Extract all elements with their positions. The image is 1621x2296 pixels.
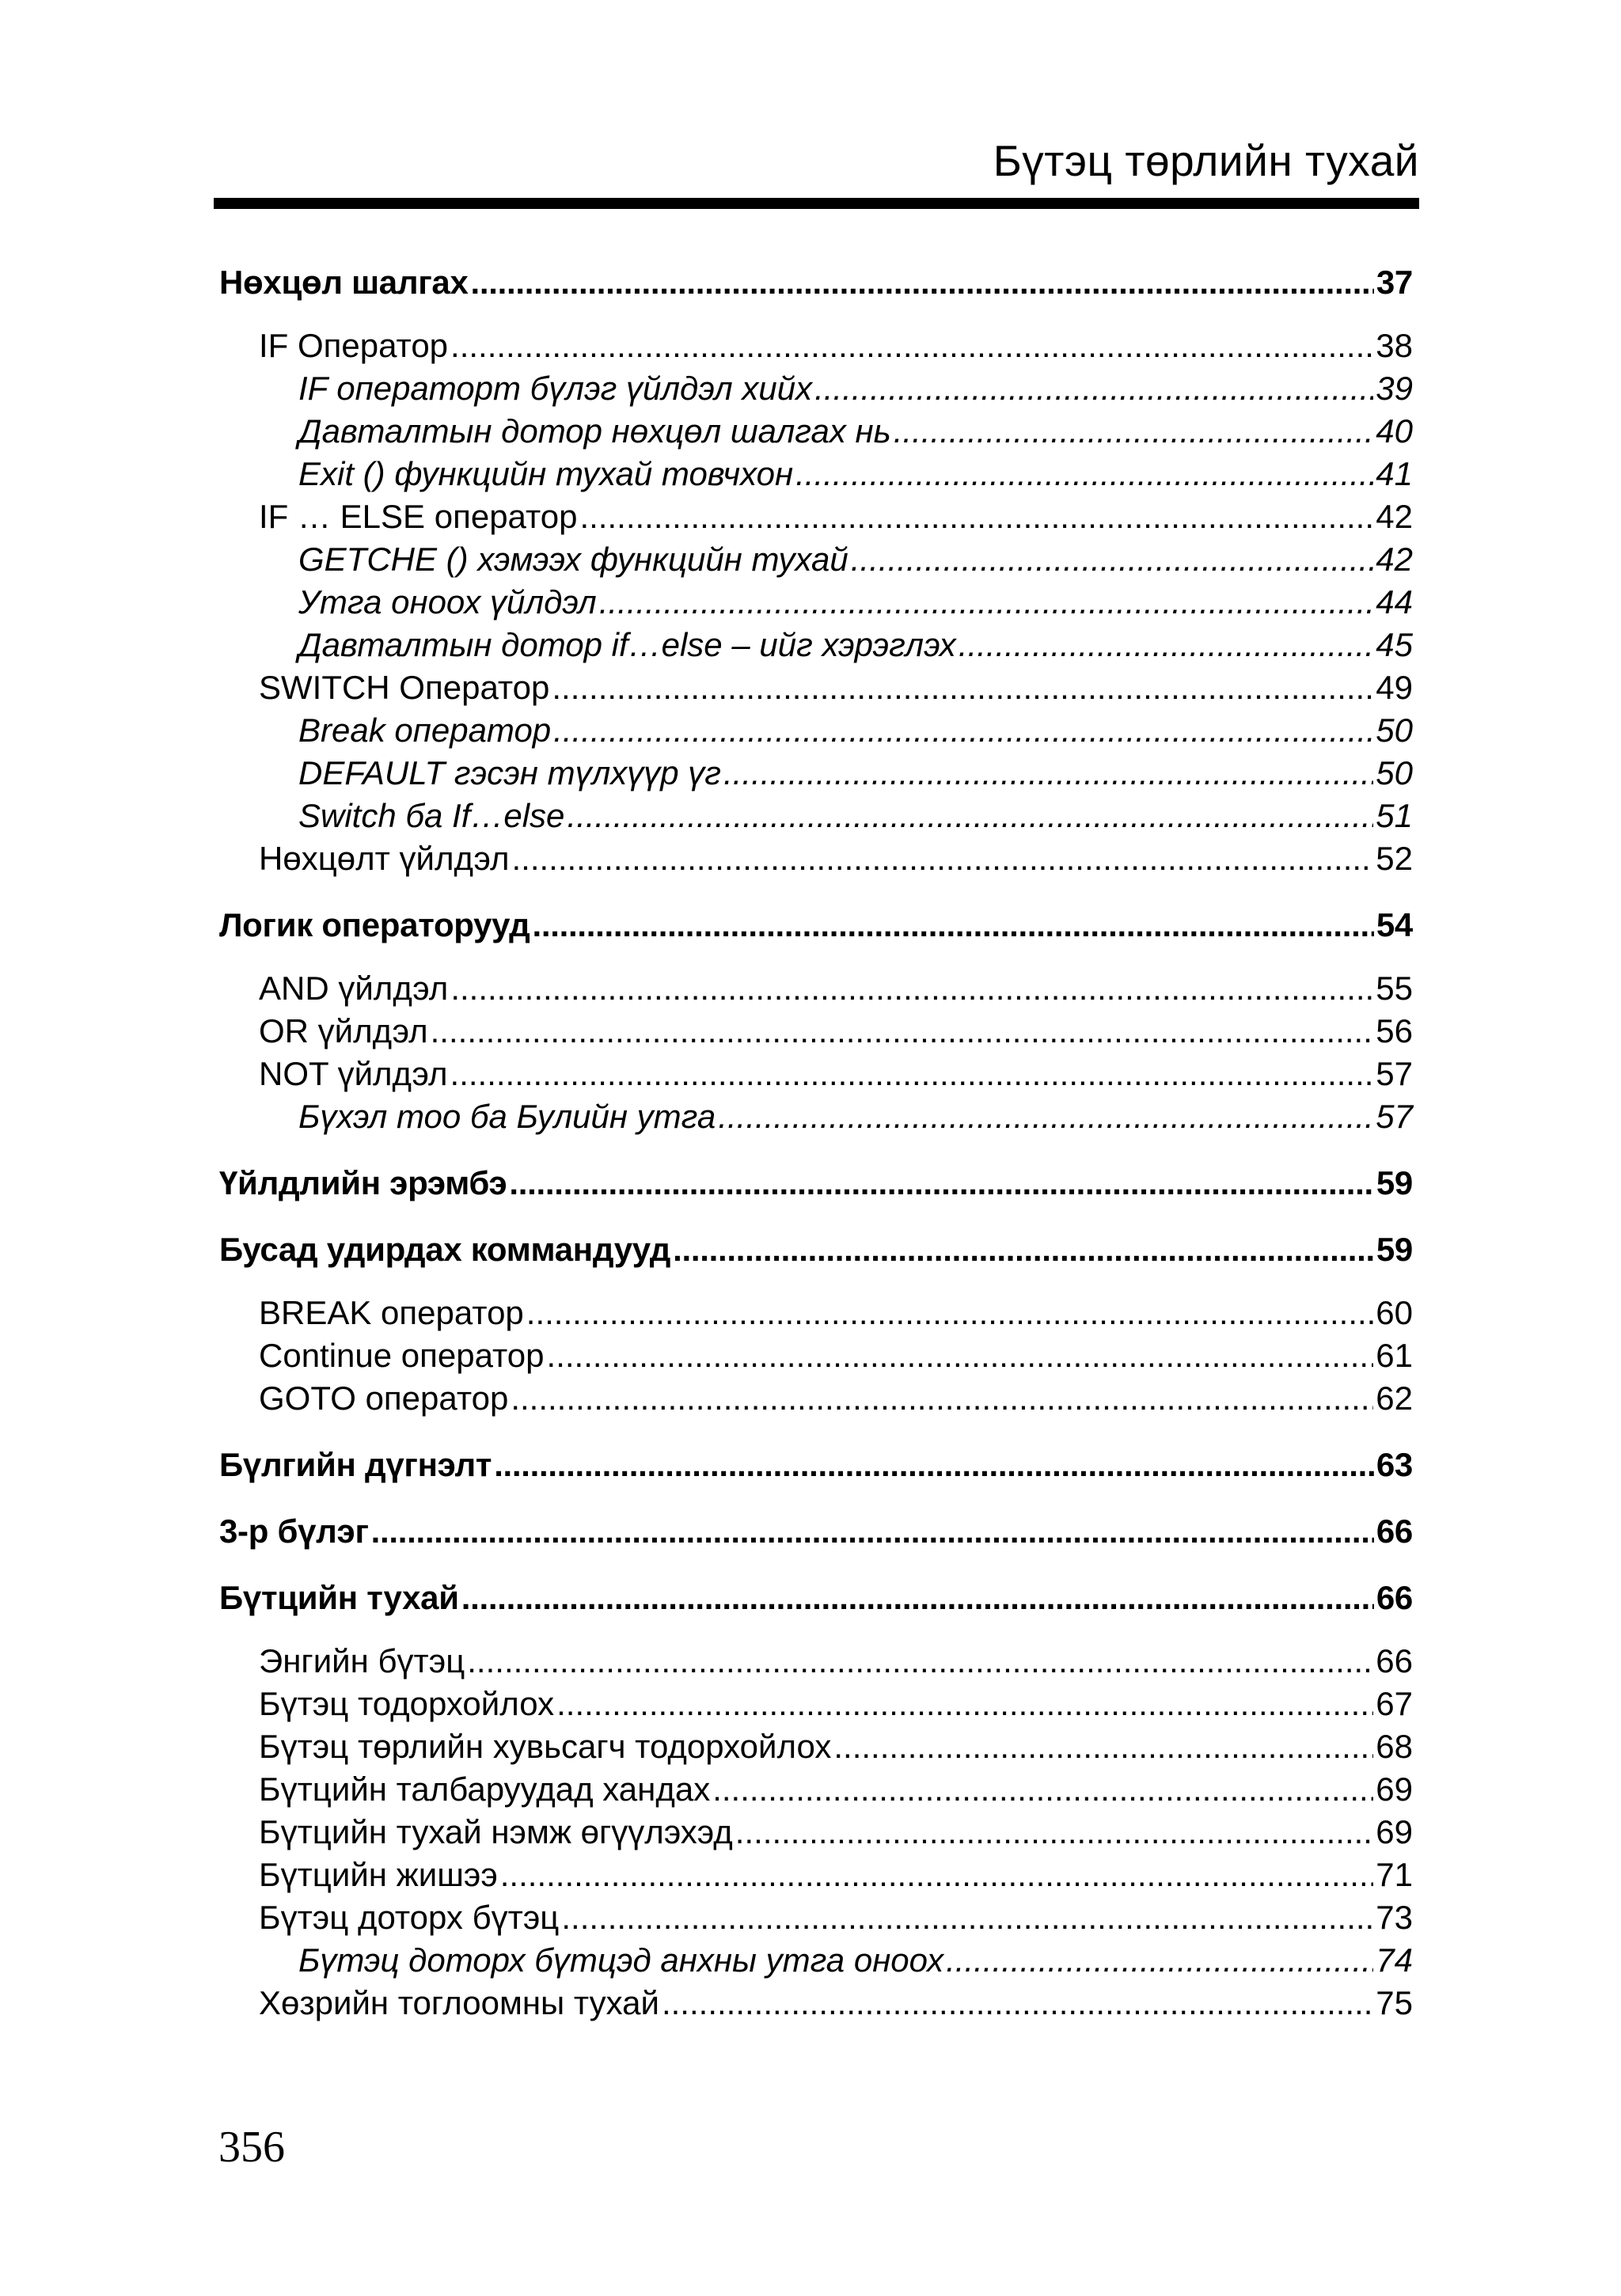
toc-subsubsection-entry[interactable] (219, 1939, 1413, 1982)
toc-section-entry[interactable] (219, 1510, 1413, 1553)
toc-subsection-entry[interactable] (219, 1640, 1413, 1683)
toc-entry-title: Логик операторууд (219, 906, 530, 943)
toc-section-entry[interactable] (219, 1162, 1413, 1205)
toc-entry-page: 75 (1376, 1984, 1413, 2021)
dot-leader (450, 967, 1373, 1010)
toc-entry-page: 52 (1376, 840, 1413, 877)
toc-entry-page: 49 (1376, 669, 1413, 706)
dot-leader (894, 410, 1374, 453)
dot-leader (556, 1683, 1373, 1725)
toc-entry-title: Бусад удирдах коммандууд (219, 1231, 671, 1268)
toc-entry-page: 50 (1376, 754, 1413, 791)
toc-subsection-entry[interactable] (219, 1053, 1413, 1095)
toc-entry-page: 69 (1376, 1770, 1413, 1808)
dot-leader (500, 1854, 1374, 1896)
dot-leader (461, 1577, 1374, 1619)
toc-entry-page: 39 (1376, 370, 1413, 407)
toc-subsection-entry[interactable] (219, 324, 1413, 367)
toc-entry-page: 40 (1376, 412, 1413, 450)
toc-entry-title: Утга оноох үйлдэл (298, 583, 597, 620)
toc-entry-title: Бүтцийн жишээ (259, 1856, 498, 1893)
toc-subsubsection-entry[interactable] (219, 752, 1413, 795)
dot-leader (959, 624, 1373, 666)
toc-entry-title: Бүтэц доторх бүтцэд анхны утга оноох (298, 1941, 944, 1979)
toc-entry-page: 62 (1376, 1379, 1413, 1417)
toc-entry-page: 37 (1376, 264, 1413, 301)
toc-entry-title: AND үйлдэл (259, 970, 449, 1007)
toc-subsection-entry[interactable] (219, 1010, 1413, 1053)
toc-entry-title: Бүхэл тоо ба Булийн утга (298, 1098, 716, 1135)
toc-entry-page: 66 (1376, 1512, 1413, 1550)
toc-subsubsection-entry[interactable] (219, 581, 1413, 624)
toc-subsubsection-entry[interactable] (219, 624, 1413, 666)
toc-entry-title: Энгийн бүтэц (259, 1642, 465, 1679)
dot-leader (735, 1811, 1373, 1854)
toc-entry-title: Break оператор (298, 712, 552, 749)
toc-subsection-entry[interactable] (219, 1292, 1413, 1334)
toc-subsubsection-entry[interactable] (219, 1095, 1413, 1138)
dot-leader (450, 1053, 1374, 1095)
toc-section-entry[interactable] (219, 1444, 1413, 1486)
toc-entry-page: 55 (1376, 970, 1413, 1007)
toc-subsubsection-entry[interactable] (219, 709, 1413, 752)
toc-entry-title: Нөхцөлт үйлдэл (259, 840, 510, 877)
toc-entry-page: 56 (1376, 1012, 1413, 1049)
toc-entry-page: 67 (1376, 1685, 1413, 1722)
toc-entry-page: 61 (1376, 1337, 1413, 1374)
toc-section-entry[interactable] (219, 1577, 1413, 1619)
toc-entry-page: 59 (1376, 1164, 1413, 1201)
toc-subsection-entry[interactable] (219, 666, 1413, 709)
toc-entry-page: 68 (1376, 1728, 1413, 1765)
toc-entry-page: 66 (1376, 1642, 1413, 1679)
dot-leader (946, 1939, 1373, 1982)
dot-leader (526, 1292, 1373, 1334)
toc-entry-title: Бүтэц доторх бүтэц (259, 1899, 560, 1936)
toc-subsection-entry[interactable] (219, 1377, 1413, 1420)
toc-entry-page: 54 (1376, 906, 1413, 943)
toc-subsubsection-entry[interactable] (219, 453, 1413, 495)
toc-entry-page: 41 (1376, 455, 1413, 492)
toc-entry-title: 3-р бүлэг (219, 1512, 369, 1550)
dot-leader (509, 1162, 1373, 1205)
dot-leader (533, 904, 1374, 947)
toc-subsubsection-entry[interactable] (219, 367, 1413, 410)
dot-leader (471, 261, 1374, 304)
dot-leader (851, 538, 1374, 581)
toc-entry-title: Давталтын дотор нөхцөл шалгах нь (298, 412, 891, 450)
dot-leader (494, 1444, 1374, 1486)
toc-subsection-entry[interactable] (219, 1854, 1413, 1896)
dot-leader (662, 1982, 1373, 2025)
toc-subsubsection-entry[interactable] (219, 410, 1413, 453)
toc-subsubsection-entry[interactable] (219, 538, 1413, 581)
dot-leader (599, 581, 1374, 624)
toc-entry-page: 50 (1376, 712, 1413, 749)
dot-leader (673, 1228, 1374, 1271)
toc-section-entry[interactable] (219, 261, 1413, 304)
dot-leader (547, 1334, 1374, 1377)
toc-entry-page: 59 (1376, 1231, 1413, 1268)
toc-entry-page: 69 (1376, 1813, 1413, 1850)
toc-subsection-entry[interactable] (219, 837, 1413, 880)
toc-subsection-entry[interactable] (219, 1768, 1413, 1811)
toc-entry-page: 66 (1376, 1579, 1413, 1616)
dot-leader (511, 1377, 1373, 1420)
toc-subsection-entry[interactable] (219, 1725, 1413, 1768)
toc-entry-title: Бүтэц тодорхойлох (259, 1685, 555, 1722)
dot-leader (579, 495, 1373, 538)
dot-leader (552, 666, 1373, 709)
toc-entry-title: Бүтцийн тухай (219, 1579, 459, 1616)
toc-entry-title: Бүлгийн дүгнэлт (219, 1446, 492, 1483)
toc-entry-title: IF операторт бүлэг үйлдэл хийх (298, 370, 813, 407)
toc-entry-page: 42 (1376, 498, 1413, 535)
toc-subsection-entry[interactable] (219, 1896, 1413, 1939)
toc-section-entry[interactable] (219, 1228, 1413, 1271)
dot-leader (814, 367, 1373, 410)
toc-entry-page: 38 (1376, 327, 1413, 364)
toc-entry-title: GOTO оператор (259, 1379, 509, 1417)
toc-entry-title: Exit () функцийн тухай товчхон (298, 455, 794, 492)
header-rule (214, 198, 1419, 209)
dot-leader (371, 1510, 1374, 1553)
toc-entry-title: Бүтэц төрлийн хувьсагч тодорхойлох (259, 1728, 832, 1765)
toc-entry-page: 71 (1376, 1856, 1413, 1893)
toc-entry-page: 60 (1376, 1294, 1413, 1331)
dot-leader (833, 1725, 1373, 1768)
dot-leader (450, 324, 1373, 367)
running-header: Бүтэц төрлийн тухай (993, 136, 1419, 185)
dot-leader (567, 795, 1373, 837)
toc-subsection-entry[interactable] (219, 495, 1413, 538)
dot-leader (712, 1768, 1373, 1811)
toc-subsection-entry[interactable] (219, 1982, 1413, 2025)
dot-leader (467, 1640, 1373, 1683)
toc-entry-page: 57 (1376, 1098, 1413, 1135)
table-of-contents (219, 261, 1413, 2025)
toc-entry-title: Continue оператор (259, 1337, 545, 1374)
toc-section-entry[interactable] (219, 904, 1413, 947)
dot-leader (718, 1095, 1373, 1138)
toc-entry-page: 42 (1376, 541, 1413, 578)
dot-leader (795, 453, 1373, 495)
toc-subsection-entry[interactable] (219, 967, 1413, 1010)
toc-entry-title: NOT үйлдэл (259, 1055, 448, 1092)
toc-subsubsection-entry[interactable] (219, 795, 1413, 837)
toc-entry-page: 73 (1376, 1899, 1413, 1936)
toc-entry-page: 44 (1376, 583, 1413, 620)
dot-leader (553, 709, 1373, 752)
toc-entry-title: Давталтын дотор if…else – ийг хэрэглэх (298, 626, 956, 663)
toc-entry-title: Нөхцөл шалгах (219, 264, 469, 301)
toc-entry-title: DEFAULT гэсэн түлхүүр үг (298, 754, 722, 791)
toc-entry-page: 57 (1376, 1055, 1413, 1092)
toc-entry-title: OR үйлдэл (259, 1012, 428, 1049)
dot-leader (561, 1896, 1373, 1939)
toc-entry-title: IF Оператор (259, 327, 449, 364)
toc-subsection-entry[interactable] (219, 1811, 1413, 1854)
toc-entry-title: Switch ба If…else (298, 797, 565, 834)
toc-entry-title: GETCHE () хэмээх функцийн тухай (298, 541, 848, 578)
toc-entry-title: Хөзрийн тоглоомны тухай (259, 1984, 659, 2021)
toc-entry-page: 45 (1376, 626, 1413, 663)
dot-leader (723, 752, 1373, 795)
toc-entry-title: IF … ELSE оператор (259, 498, 578, 535)
toc-entry-title: SWITCH Оператор (259, 669, 550, 706)
toc-entry-page: 63 (1376, 1446, 1413, 1483)
toc-entry-page: 51 (1376, 797, 1413, 834)
toc-entry-title: Үйлдлийн эрэмбэ (219, 1164, 507, 1201)
toc-entry-title: Бүтцийн тухай нэмж өгүүлэхэд (259, 1813, 733, 1850)
dot-leader (431, 1010, 1374, 1053)
page-number: 356 (218, 2123, 285, 2172)
toc-entry-page: 74 (1376, 1941, 1413, 1979)
toc-entry-title: Бүтцийн талбаруудад хандах (259, 1770, 711, 1808)
toc-entry-title: BREAK оператор (259, 1294, 524, 1331)
toc-subsection-entry[interactable] (219, 1683, 1413, 1725)
dot-leader (511, 837, 1373, 880)
toc-subsection-entry[interactable] (219, 1334, 1413, 1377)
